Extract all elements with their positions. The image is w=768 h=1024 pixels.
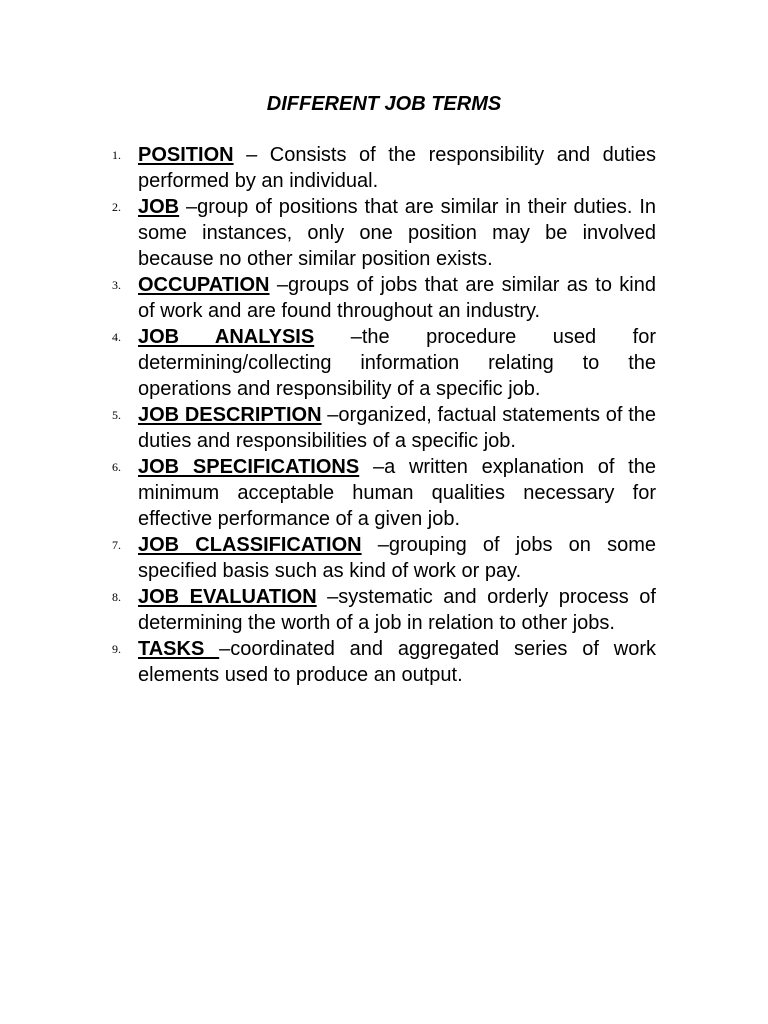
term-definition: –coordinated and aggregated series of work elements used to produce an output. [138, 638, 656, 686]
item-number: 5. [112, 408, 121, 422]
item-number: 9. [112, 642, 121, 656]
term-name: JOB EVALUATION [138, 586, 317, 608]
item-number: 1. [112, 148, 121, 162]
term-name: OCCUPATION [138, 274, 270, 296]
term-definition: –grouping of jobs on some specified basis such as kind of work or pay. [138, 534, 656, 582]
item-number: 3. [112, 278, 121, 292]
list-item [0, 194, 768, 272]
term-name: POSITION [138, 144, 234, 166]
job-terms-list [0, 142, 768, 688]
item-text [138, 584, 656, 636]
term-definition: –organized, factual statements of the duties and responsibilities of a specific job. [138, 404, 656, 452]
list-item [0, 402, 768, 454]
list-item [0, 532, 768, 584]
item-number: 6. [112, 460, 121, 474]
item-text [138, 454, 656, 532]
item-number: 2. [112, 200, 121, 214]
item-number: 7. [112, 538, 121, 552]
list-item [0, 584, 768, 636]
list-item [0, 454, 768, 532]
item-text [138, 324, 656, 402]
term-name: JOB [138, 196, 180, 218]
term-definition: –the procedure used for determining/collecting information relating to the operations and responsibility of a specific job. [138, 326, 656, 400]
item-number: 4. [112, 330, 121, 344]
list-item [0, 636, 768, 688]
item-text [138, 636, 656, 688]
term-name: JOB ANALYSIS [138, 326, 315, 348]
item-text [138, 272, 656, 324]
term-definition: –systematic and orderly process of determining the worth of a job in relation to other jobs. [138, 586, 656, 634]
page-title: DIFFERENT JOB TERMS [266, 93, 502, 115]
term-name: JOB DESCRIPTION [138, 404, 322, 426]
item-text [138, 142, 656, 194]
list-item [0, 324, 768, 402]
term-definition: – Consists of the responsibility and duties performed by an individual. [138, 144, 656, 192]
term-definition: –group of positions that are similar in their duties. In some instances, only one position may be involved because no other similar position exists. [138, 196, 656, 270]
term-name: TASKS [138, 638, 220, 660]
list-item [0, 142, 768, 194]
item-text [138, 194, 656, 272]
term-name: JOB SPECIFICATIONS [138, 456, 360, 478]
term-definition: –groups of jobs that are similar as to kind of work and are found throughout an industry. [138, 274, 656, 322]
item-text [138, 532, 656, 584]
item-text [138, 402, 656, 454]
item-number: 8. [112, 590, 121, 604]
list-item [0, 272, 768, 324]
term-definition: –a written explanation of the minimum acceptable human qualities necessary for effective performance of a given job. [138, 456, 656, 530]
term-name: JOB CLASSIFICATION [138, 534, 362, 556]
